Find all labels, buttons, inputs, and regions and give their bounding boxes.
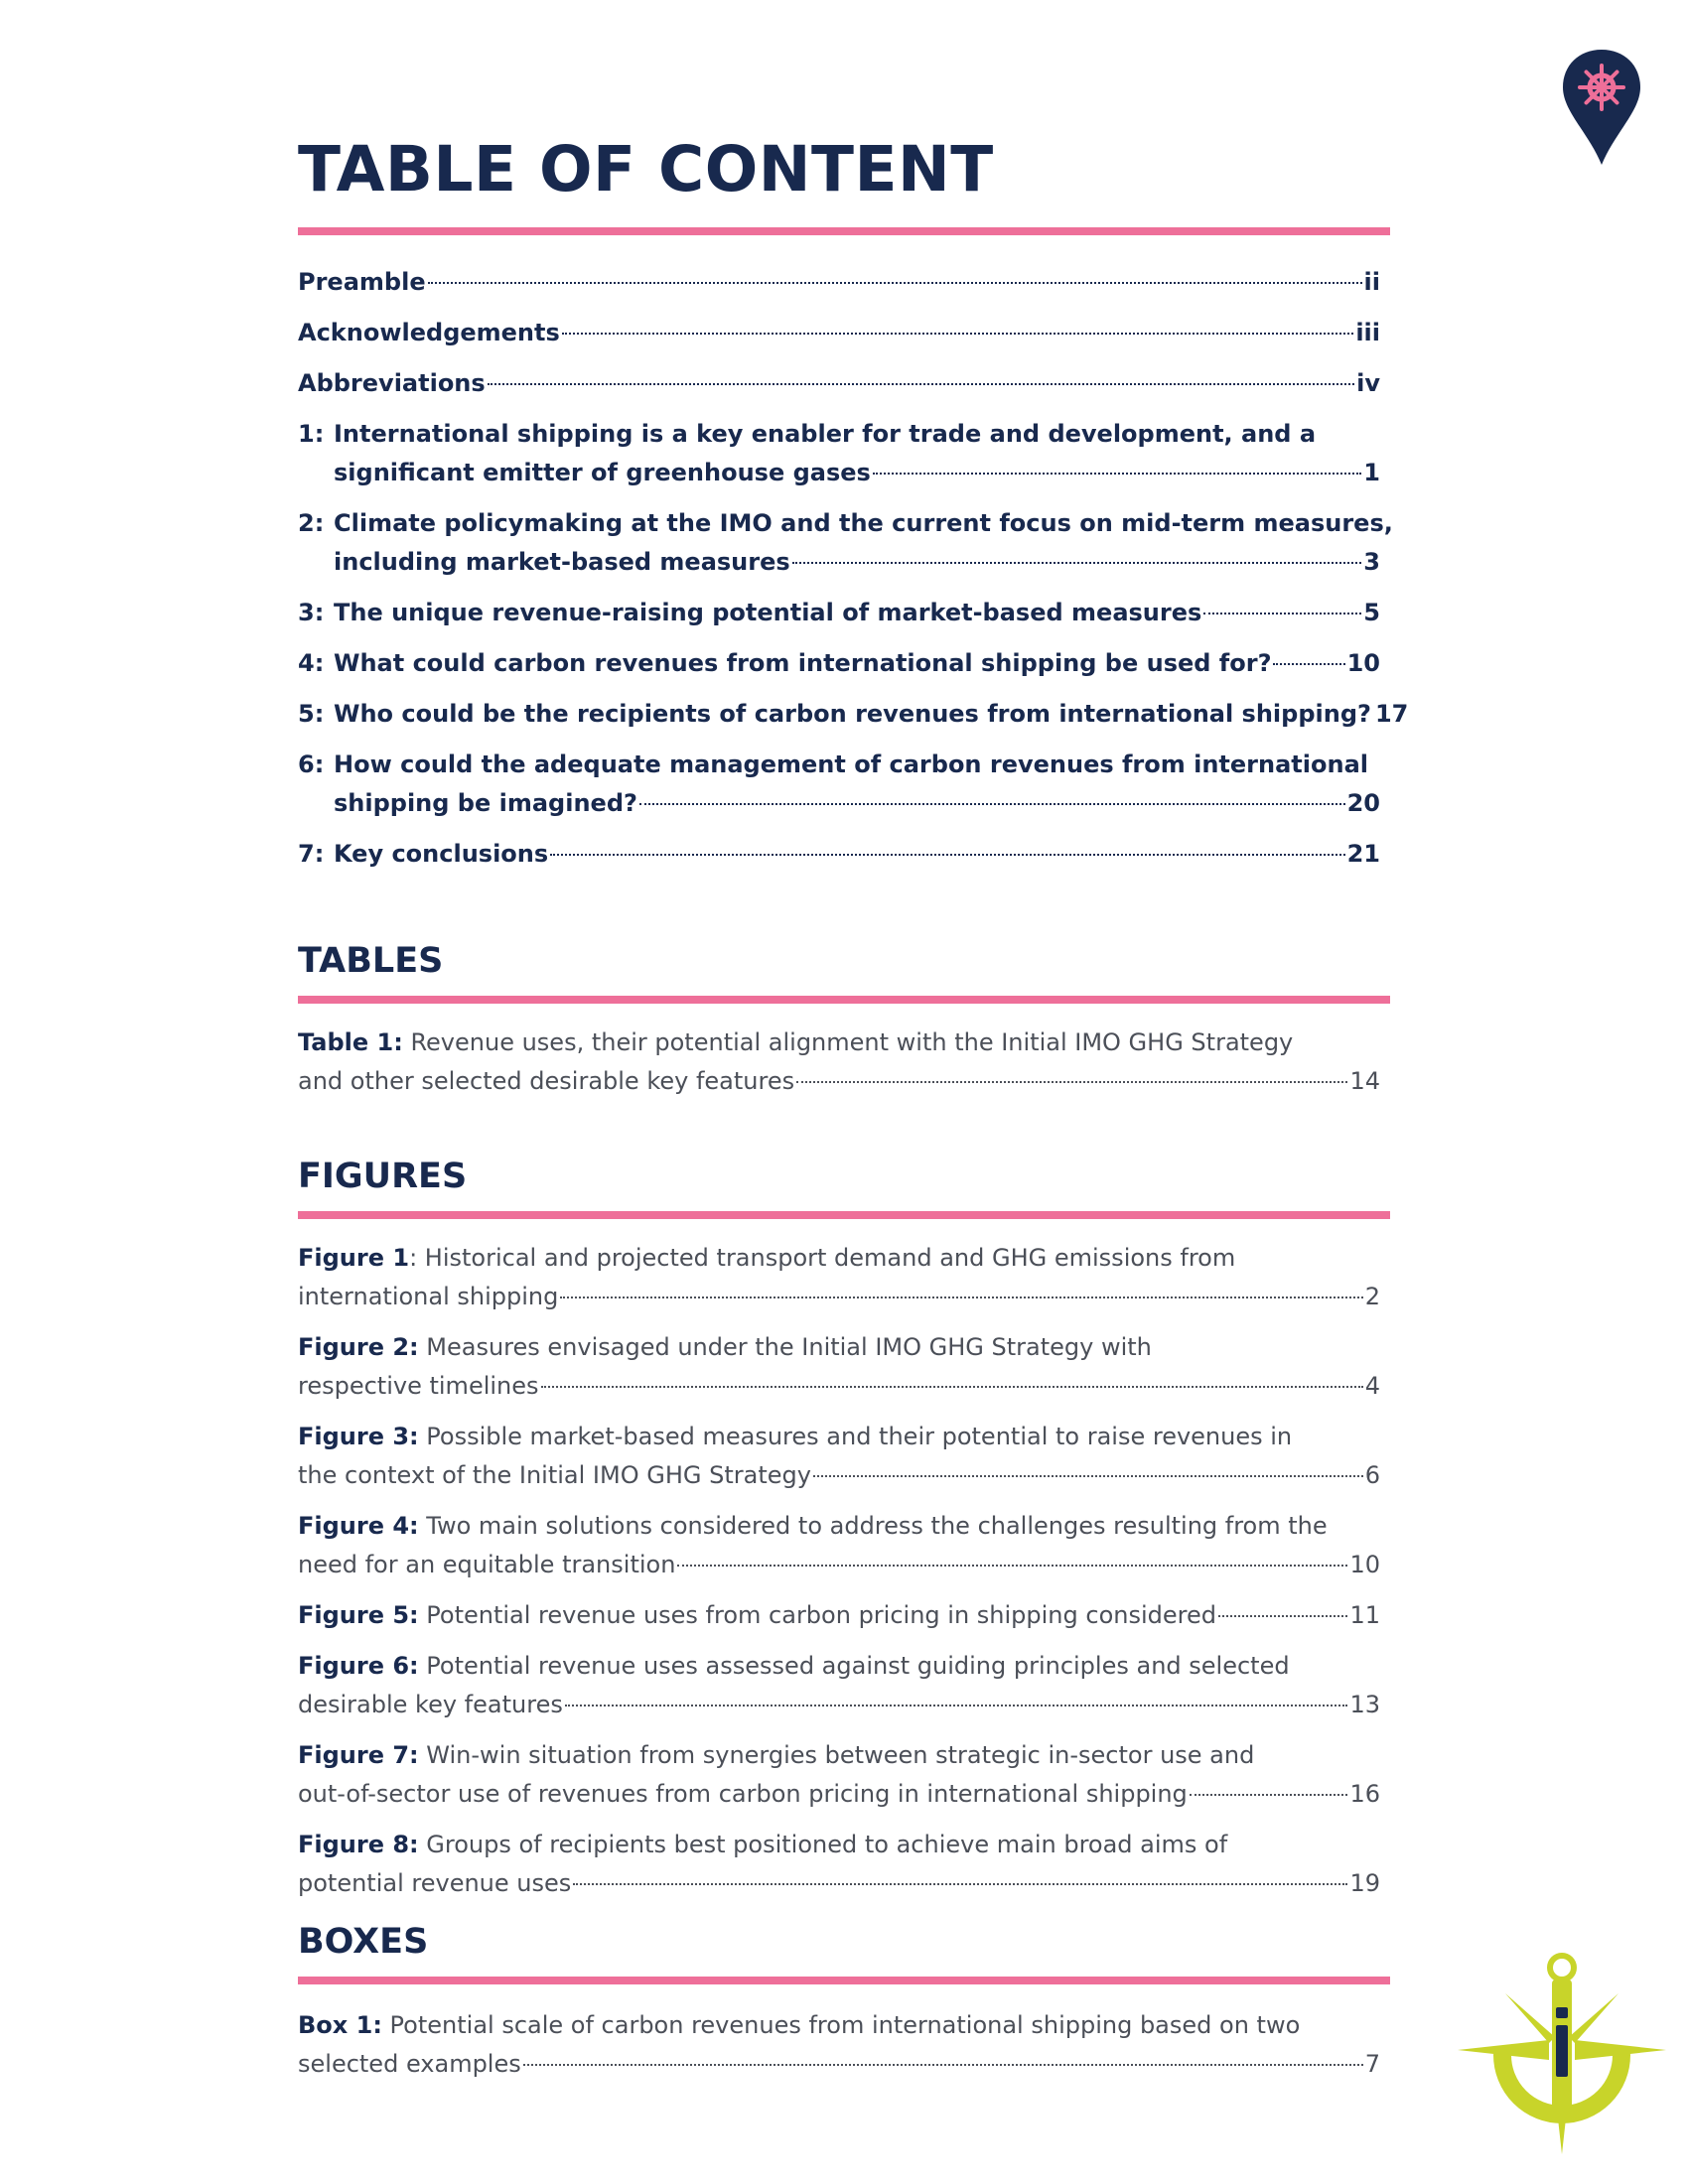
toc-entry-title: Key conclusions (334, 840, 549, 868)
figure-entry-label: Figure 3: (298, 1423, 419, 1450)
figure-entry-label: Figure 7: (298, 1741, 419, 1769)
figure-entry-label: Figure 8: (298, 1831, 419, 1858)
figure-entry-label: Figure 5: (298, 1601, 419, 1629)
toc-entry[interactable] (298, 835, 1380, 874)
toc-entry-number: 3: (298, 599, 325, 626)
toc-entry-page: 17 (1374, 700, 1409, 728)
figure-entry[interactable] (298, 1507, 1380, 1584)
figures-heading: FIGURES (298, 1157, 468, 1196)
toc-entry-title: Climate policymaking at the IMO and the current focus on mid-term measures, (334, 509, 1393, 537)
figure-entry-title: out-of-sector use of revenues from carbon pricing in international shipping (298, 1780, 1188, 1808)
toc-entry-title: Preamble (298, 268, 426, 296)
toc-entry[interactable] (298, 695, 1409, 734)
toc-entry-page: ii (1363, 268, 1380, 296)
figure-entry-label: Figure 2: (298, 1333, 419, 1361)
toc-entry[interactable] (298, 415, 1380, 492)
figure-entry-title: Possible market-based measures and their potential to raise revenues in (418, 1423, 1293, 1450)
dot-leader (488, 383, 1354, 385)
toc-entry-page: 3 (1363, 548, 1380, 576)
dot-leader (573, 1883, 1347, 1885)
figure-entry-label: Figure 4: (298, 1512, 419, 1540)
dot-leader (1273, 663, 1344, 665)
dot-leader (428, 282, 1362, 284)
figure-entry-title: Win-win situation from synergies between strategic in-sector use and (418, 1741, 1255, 1769)
figure-entry[interactable] (298, 1596, 1380, 1635)
table-entry-page: 14 (1349, 1067, 1380, 1095)
dot-leader (541, 1386, 1363, 1388)
dot-leader (560, 1297, 1362, 1298)
figure-entry-label: Figure 6: (298, 1652, 419, 1680)
figure-entry-title: international shipping (298, 1283, 559, 1310)
figure-entry[interactable] (298, 1239, 1380, 1316)
toc-entry-title: What could carbon revenues from international shipping be used for? (334, 649, 1272, 677)
table-entry-title: and other selected desirable key features (298, 1067, 795, 1095)
tables-divider (298, 996, 1390, 1004)
tables-heading: TABLES (298, 941, 444, 981)
dot-leader (1203, 613, 1361, 614)
figure-entry-page: 6 (1364, 1461, 1380, 1489)
box-entry[interactable] (298, 2006, 1380, 2084)
figure-entry-title: desirable key features (298, 1691, 563, 1718)
boxes-divider (298, 1977, 1390, 1984)
toc-entry-number: 2: (298, 509, 325, 537)
toc-entry-title: The unique revenue-raising potential of market-based measures (334, 599, 1202, 626)
figure-entry-label: Figure 1 (298, 1244, 410, 1272)
figure-entry[interactable] (298, 1826, 1380, 1903)
box-entry-page: 7 (1364, 2050, 1380, 2078)
figure-entry-page: 11 (1349, 1601, 1380, 1629)
toc-entry-page: iv (1356, 369, 1380, 397)
figure-entry[interactable] (298, 1647, 1380, 1724)
toc-entry[interactable] (298, 594, 1380, 632)
dot-leader (873, 473, 1362, 475)
figure-entry-title: Two main solutions considered to address the challenges resulting from the (418, 1512, 1328, 1540)
figure-entry-title: Potential revenue uses from carbon pricing in shipping considered (418, 1601, 1216, 1629)
toc-entry-page: 1 (1363, 459, 1380, 486)
toc-entry-title: How could the adequate management of carbon revenues from international (334, 751, 1368, 778)
toc-entry[interactable] (298, 263, 1380, 302)
toc-entry-number: 1: (298, 420, 325, 448)
title-divider (298, 227, 1390, 235)
figure-entry[interactable] (298, 1418, 1380, 1495)
toc-entry-page: 20 (1346, 789, 1380, 817)
ship-wheel-location-pin-icon (1559, 48, 1644, 167)
dot-leader (523, 2064, 1363, 2066)
dot-leader (792, 562, 1362, 564)
toc-entry-page: 21 (1346, 840, 1380, 868)
dot-leader (562, 333, 1354, 335)
toc-entry[interactable] (298, 364, 1380, 403)
box-entry-title: Potential scale of carbon revenues from international shipping based on two (381, 2011, 1301, 2039)
figure-entry-title: Groups of recipients best positioned to achieve main broad aims of (418, 1831, 1228, 1858)
figure-entry-title: potential revenue uses (298, 1869, 572, 1897)
dot-leader (1218, 1615, 1347, 1617)
figure-entry[interactable] (298, 1328, 1380, 1406)
boxes-heading: BOXES (298, 1922, 429, 1962)
dot-leader (677, 1565, 1347, 1567)
toc-entry-title: Abbreviations (298, 369, 486, 397)
figures-divider (298, 1211, 1390, 1219)
figure-entry-page: 13 (1349, 1691, 1380, 1718)
dot-leader (1190, 1794, 1348, 1796)
figure-entry-page: 19 (1349, 1869, 1380, 1897)
toc-entry-title: shipping be imagined? (334, 789, 637, 817)
dot-leader (639, 803, 1345, 805)
table-entry-label: Table 1: (298, 1028, 403, 1056)
toc-entry-title: including market-based measures (334, 548, 790, 576)
toc-entry-title: Acknowledgements (298, 319, 560, 346)
dot-leader (550, 854, 1344, 856)
toc-entry-page: 10 (1346, 649, 1380, 677)
toc-entry[interactable] (298, 504, 1393, 582)
table-entry-title: Revenue uses, their potential alignment with the Initial IMO GHG Strategy (402, 1028, 1294, 1056)
dot-leader (796, 1081, 1347, 1083)
figure-entry-page: 16 (1349, 1780, 1380, 1808)
figure-entry-page: 4 (1364, 1372, 1380, 1400)
box-entry-label: Box 1: (298, 2011, 382, 2039)
toc-entry-title: International shipping is a key enabler for trade and development, and a (334, 420, 1317, 448)
toc-entry[interactable] (298, 746, 1380, 823)
figure-entry-page: 2 (1364, 1283, 1380, 1310)
dot-leader (565, 1705, 1348, 1706)
figure-entry-title: Measures envisaged under the Initial IMO GHG Strategy with (418, 1333, 1152, 1361)
toc-entry-title: significant emitter of greenhouse gases (334, 459, 871, 486)
toc-entry-title: Who could be the recipients of carbon revenues from international shipping? (334, 700, 1371, 728)
figure-entry-title: Potential revenue uses assessed against guiding principles and selected (418, 1652, 1290, 1680)
toc-entry[interactable] (298, 314, 1380, 352)
toc-entry-page: iii (1355, 319, 1380, 346)
toc-entry-number: 7: (298, 840, 325, 868)
page-title: TABLE OF CONTENT (298, 133, 994, 205)
figure-entry-title: the context of the Initial IMO GHG Strategy (298, 1461, 811, 1489)
toc-entry-number: 4: (298, 649, 325, 677)
toc-entry-number: 5: (298, 700, 325, 728)
toc-entry-number: 6: (298, 751, 325, 778)
box-entry-title: selected examples (298, 2050, 521, 2078)
table-entry[interactable] (298, 1024, 1380, 1101)
anchor-compass-icon (1458, 1946, 1666, 2154)
figure-entry-title: : Historical and projected transport demand and GHG emissions from (409, 1244, 1236, 1272)
figure-entry-page: 10 (1349, 1551, 1380, 1578)
figure-entry[interactable] (298, 1736, 1380, 1814)
figure-entry-title: need for an equitable transition (298, 1551, 676, 1578)
toc-entry[interactable] (298, 644, 1380, 683)
figure-entry-title: respective timelines (298, 1372, 539, 1400)
dot-leader (813, 1475, 1363, 1477)
toc-entry-page: 5 (1363, 599, 1380, 626)
